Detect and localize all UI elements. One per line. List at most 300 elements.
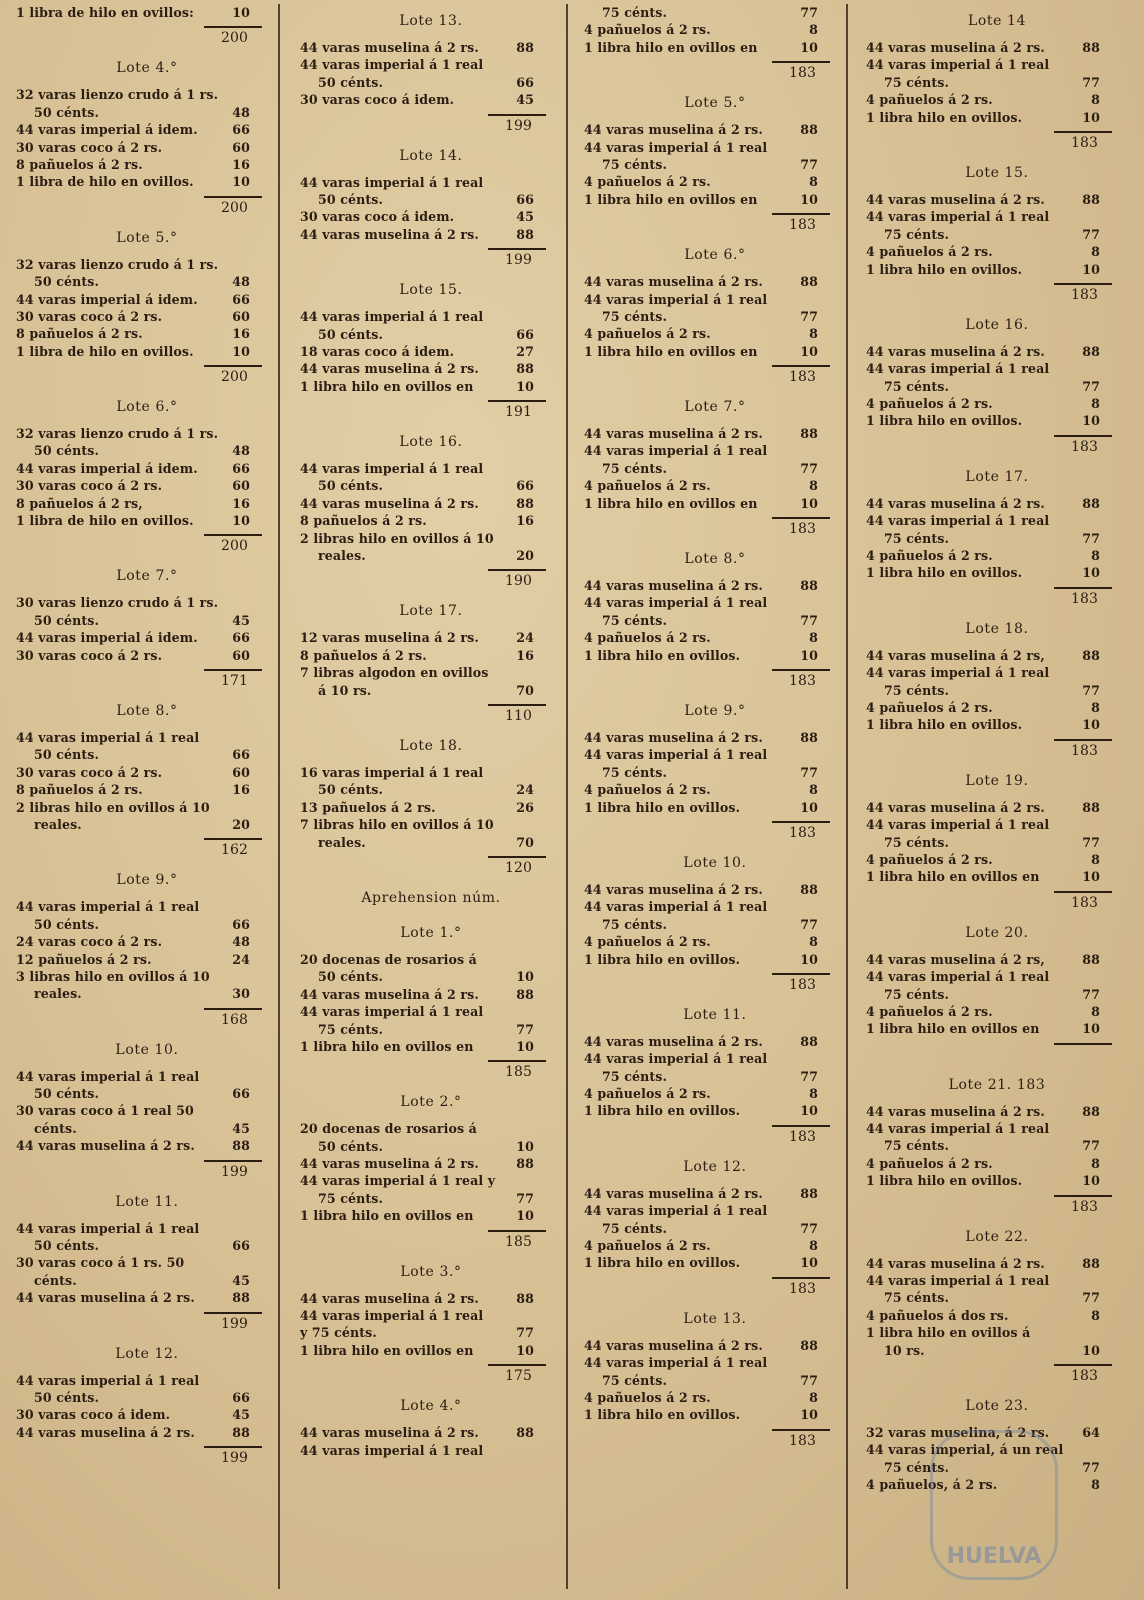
lot-item	[584, 308, 846, 325]
lot-item-value: 8	[809, 782, 818, 798]
lot-item-text: 4 pañuelos á 2 rs.	[866, 92, 993, 108]
lot-item	[584, 898, 846, 915]
lot-item-text: 44 varas muselina á 2 rs.	[866, 1255, 1045, 1271]
lot-column-3	[584, 4, 846, 1454]
lot-item	[300, 1021, 562, 1038]
lot-item-value: 60	[232, 478, 250, 494]
lot-total-value: 200	[220, 538, 248, 555]
lot-item-text: 44 varas imperial á idem.	[16, 122, 198, 138]
lot-item-value: 8	[1091, 851, 1100, 867]
lot-heading	[16, 1185, 278, 1220]
lot-item-text: 44 varas imperial á 1 real	[16, 1372, 200, 1388]
lot-item-text: 44 varas imperial á 1 real	[584, 139, 768, 155]
lot-item-text: 50 cénts.	[34, 274, 99, 290]
lot-total	[584, 1424, 846, 1454]
lot-total-value: 183	[788, 217, 816, 234]
lot-item	[16, 764, 278, 781]
lot-item	[866, 834, 1128, 851]
lot-item	[866, 968, 1128, 985]
lot-total	[300, 395, 562, 425]
lot-item-text: 44 varas muselina á 2 rs.	[300, 1425, 479, 1441]
lot-item	[584, 173, 846, 190]
lot-item	[16, 460, 278, 477]
lot-total	[16, 1441, 278, 1471]
lot-heading-text: Lote 4.°	[116, 60, 178, 77]
lot-heading	[16, 1337, 278, 1372]
lot-item-value: 70	[516, 834, 534, 850]
lot-total	[866, 886, 1128, 916]
lot-item	[300, 664, 562, 681]
lot-item	[300, 174, 562, 191]
lot-item	[16, 1120, 278, 1137]
lot-item-value: 66	[232, 460, 250, 476]
lot-heading	[16, 694, 278, 729]
lot-item-value: 88	[800, 1033, 818, 1049]
lot-item	[866, 1120, 1128, 1137]
lot-heading-text: Lote 15.	[965, 164, 1029, 181]
lot-item-text: 75 cénts.	[318, 1021, 383, 1037]
lot-heading-text: Lote 2.°	[400, 1094, 462, 1111]
lot-item-text: 75 cénts.	[884, 378, 949, 394]
lot-item-text: 20 docenas de rosarios á	[300, 1121, 477, 1137]
lot-item-value: 88	[516, 1290, 534, 1306]
lot-item-value: 60	[232, 647, 250, 663]
lot-item-text: 75 cénts.	[884, 226, 949, 242]
lot-item	[16, 495, 278, 512]
lot-item-value: 16	[232, 326, 250, 342]
lot-total-value: 183	[1070, 742, 1098, 759]
lot-item-text: 75 cénts.	[884, 1138, 949, 1154]
lot-item-value: 77	[800, 916, 818, 932]
lot-total	[866, 278, 1128, 308]
lot-item-value: 10	[1082, 717, 1100, 733]
lot-item-value: 88	[516, 1156, 534, 1172]
lot-item-text: 1 libra hilo en ovillos.	[866, 1173, 1023, 1189]
lot-item	[16, 1068, 278, 1085]
lot-item-value: 10	[1082, 413, 1100, 429]
lot-total	[300, 1359, 562, 1389]
lot-item	[584, 477, 846, 494]
lot-item	[300, 647, 562, 664]
lot-heading	[300, 1085, 562, 1120]
lot-item-text: 75 cénts.	[884, 682, 949, 698]
lot-item-text: 50 cénts.	[34, 1238, 99, 1254]
lot-item	[584, 629, 846, 646]
lot-item	[584, 325, 846, 342]
lot-item	[584, 139, 846, 156]
lot-item	[300, 547, 562, 564]
lot-total	[300, 564, 562, 594]
lot-item-value: 8	[809, 1389, 818, 1405]
lot-heading-text: Lote 6.°	[684, 247, 746, 264]
lot-item-value: 10	[800, 1407, 818, 1423]
lot-item	[300, 326, 562, 343]
lot-item-value: 77	[800, 460, 818, 476]
lot-total-value: 183	[788, 1432, 816, 1449]
lot-item-text: 4 pañuelos, á 2 rs.	[866, 1477, 998, 1493]
lot-heading	[16, 863, 278, 898]
lot-heading	[866, 460, 1128, 495]
lot-item	[16, 968, 278, 985]
lot-item	[584, 343, 846, 360]
lot-item-text: 44 varas muselina á 2 rs.	[300, 1290, 479, 1306]
lot-item-text: 44 varas muselina á 2 rs.	[866, 191, 1045, 207]
lot-item-value: 10	[1082, 1021, 1100, 1037]
lot-item-value: 66	[516, 74, 534, 90]
lot-item-text: 4 pañuelos á dos rs.	[866, 1307, 1009, 1323]
lot-item	[866, 682, 1128, 699]
lot-item	[300, 816, 562, 833]
lot-item-value: 8	[809, 1238, 818, 1254]
lot-item	[584, 1237, 846, 1254]
lot-item-text: 44 varas imperial á 1 real	[584, 443, 768, 459]
lot-heading	[300, 273, 562, 308]
lot-item	[300, 378, 562, 395]
lot-item	[584, 781, 846, 798]
lot-item-text: 75 cénts.	[602, 916, 667, 932]
lot-item	[300, 91, 562, 108]
lot-heading	[300, 916, 562, 951]
lot-item-value: 8	[809, 630, 818, 646]
lot-item-text: 8 pañuelos á 2 rs.	[16, 156, 143, 172]
lot-item-value: 16	[232, 156, 250, 172]
lot-item-value: 20	[232, 816, 250, 832]
lot-item-value: 88	[516, 986, 534, 1002]
lot-heading-text: Lote 12.	[115, 1345, 179, 1362]
lot-item-text: 44 varas imperial á 1 real	[584, 1051, 768, 1067]
lot-item-value: 45	[516, 209, 534, 225]
lot-heading-text: Lote 18.	[399, 737, 463, 754]
lot-item	[16, 425, 278, 442]
lot-heading-text: Lote 13.	[399, 13, 463, 29]
lot-item-text: 30 varas coco á idem.	[16, 1407, 171, 1423]
lot-item	[16, 442, 278, 459]
lot-item-value: 48	[232, 934, 250, 950]
lot-total	[16, 191, 278, 221]
lot-heading-text: Lote 17.	[399, 603, 463, 620]
lot-item-value: 77	[1082, 226, 1100, 242]
lot-item	[866, 1255, 1128, 1272]
lot-item	[16, 647, 278, 664]
lot-item	[16, 86, 278, 103]
lot-item-text: 44 varas muselina á 2 rs.	[16, 1424, 195, 1440]
lot-total-value: 183	[1070, 1367, 1098, 1384]
lot-item-value: 77	[516, 1325, 534, 1341]
lot-total-value: 183	[1070, 894, 1098, 911]
lot-total	[866, 1359, 1128, 1389]
lot-item-text: 75 cénts.	[884, 74, 949, 90]
lot-item	[16, 594, 278, 611]
lot-item-value: 48	[232, 443, 250, 459]
lot-total	[16, 1155, 278, 1185]
lot-item-value: 66	[516, 191, 534, 207]
lot-heading-text: Lote 10.	[683, 854, 747, 871]
lot-item-value: 77	[800, 1372, 818, 1388]
lot-total-value: 199	[504, 252, 532, 269]
lot-item	[300, 530, 562, 547]
lot-item-text: 50 cénts.	[318, 969, 383, 985]
lot-item-text: 10 rs.	[884, 1342, 925, 1358]
lot-total	[584, 1272, 846, 1302]
lot-item-text: 30 varas coco á 2 rs.	[16, 478, 163, 494]
lot-item	[584, 1406, 846, 1423]
lot-item	[866, 109, 1128, 126]
lot-item-text: reales.	[34, 816, 82, 832]
lot-item-text: 44 varas imperial á 1 real	[866, 665, 1050, 681]
lot-item-text: 44 varas muselina á 2 rs,	[866, 951, 1045, 967]
lot-heading-text: Lote 20.	[965, 924, 1029, 941]
lot-item-text: 50 cénts.	[318, 326, 383, 342]
lot-heading	[866, 916, 1128, 951]
lot-item	[16, 104, 278, 121]
lot-item-text: 4 pañuelos á 2 rs.	[866, 244, 993, 260]
lot-item-text: 30 varas coco á 1 rs. 50	[16, 1255, 185, 1271]
lot-item-text: 44 varas imperial á 1 real	[16, 729, 200, 745]
lot-item	[300, 343, 562, 360]
lot-total-value: 183	[788, 521, 816, 538]
lot-item-text: 4 pañuelos á 2 rs.	[584, 934, 711, 950]
lot-item-value: 88	[800, 426, 818, 442]
lot-item	[16, 256, 278, 273]
lot-item-value: 77	[800, 308, 818, 324]
lot-total-value: 175	[504, 1368, 532, 1385]
lot-item	[866, 986, 1128, 1003]
lot-item-value: 60	[232, 139, 250, 155]
lot-item-text: 44 varas muselina á 2 rs.	[584, 274, 763, 290]
lot-item-text: 44 varas muselina á 2 rs.	[300, 495, 479, 511]
lot-total	[866, 582, 1128, 612]
lot-heading	[584, 86, 846, 121]
lot-item	[300, 460, 562, 477]
lot-heading	[866, 1068, 1128, 1103]
lot-item-text: 7 libras hilo en ovillos á 10	[300, 817, 494, 833]
lot-item-text: 1 libra hilo en ovillos en	[300, 1208, 474, 1224]
lot-item-value: 10	[516, 1038, 534, 1054]
lot-total	[866, 126, 1128, 156]
lot-item-text: 4 pañuelos á 2 rs.	[866, 1003, 993, 1019]
lot-item-text: 30 varas coco á 2 rs.	[16, 647, 163, 663]
lot-heading	[300, 1255, 562, 1290]
lot-heading-text: Lote 4.°	[400, 1398, 462, 1415]
lot-item-text: 75 cénts.	[602, 308, 667, 324]
lot-heading-text: Lote 11.	[683, 1006, 747, 1023]
lot-total	[16, 360, 278, 390]
lot-item-text: 1 libra hilo en ovillos.	[866, 413, 1023, 429]
lot-heading-text: Lote 14	[967, 13, 1027, 29]
lot-item-text: 44 varas imperial á 1 real	[866, 969, 1050, 985]
lot-item-text: 8 pañuelos á 2 rs.	[300, 647, 427, 663]
lot-item-value: 10	[232, 174, 250, 190]
lot-item-value: 88	[800, 1185, 818, 1201]
lot-item-value: 8	[1091, 1003, 1100, 1019]
lot-item-value: 10	[800, 1103, 818, 1119]
lot-item	[300, 1190, 562, 1207]
lot-item-text: 50 cénts.	[318, 782, 383, 798]
lot-item-value: 10	[800, 39, 818, 55]
lot-item	[300, 1155, 562, 1172]
lot-item-text: 44 varas muselina á 2 rs.	[584, 1185, 763, 1201]
lot-total-value: 168	[220, 1011, 248, 1028]
lot-item-value: 8	[809, 326, 818, 342]
lot-item-value: 77	[800, 5, 818, 20]
lot-total	[584, 1120, 846, 1150]
lot-total-value: 199	[220, 1450, 248, 1467]
lot-item	[866, 868, 1128, 885]
lot-item	[866, 39, 1128, 56]
lot-item-value: 10	[1082, 261, 1100, 277]
lot-item	[16, 916, 278, 933]
lot-item-value: 64	[1082, 1424, 1100, 1440]
lot-item	[16, 985, 278, 1002]
lot-total	[300, 109, 562, 139]
stamp-text: HUELVA	[946, 1544, 1042, 1569]
lot-item-text: 12 pañuelos á 2 rs.	[16, 951, 152, 967]
lot-heading	[584, 238, 846, 273]
lot-heading-text: Lote 21. 183	[948, 1076, 1046, 1093]
lot-item-text: 8 pañuelos á 2 rs.	[16, 326, 143, 342]
lot-item-text: 50 cénts.	[318, 191, 383, 207]
lot-item	[584, 916, 846, 933]
lot-item-text: 44 varas imperial á 1 real	[16, 1220, 200, 1236]
lot-item-text: 44 varas muselina á 2 rs.	[300, 40, 479, 55]
lot-item	[16, 629, 278, 646]
column-rule	[278, 4, 280, 1589]
lot-item	[16, 898, 278, 915]
lot-item	[584, 1085, 846, 1102]
lot-item-text: 44 varas muselina á 2 rs.	[16, 1290, 195, 1306]
lot-item-text: 75 cénts.	[602, 1372, 667, 1388]
lot-heading	[16, 1033, 278, 1068]
lot-item-text: 75 cénts.	[602, 1068, 667, 1084]
lot-item	[584, 764, 846, 781]
lot-item	[866, 1137, 1128, 1154]
lot-item-text: 44 varas muselina á 2 rs.	[866, 40, 1045, 55]
lot-item	[16, 156, 278, 173]
lot-total	[584, 664, 846, 694]
lot-item	[866, 412, 1128, 429]
lot-item	[584, 951, 846, 968]
lot-item-value: 66	[232, 1389, 250, 1405]
lot-item	[866, 226, 1128, 243]
lot-total	[16, 21, 278, 51]
lot-item-text: 4 pañuelos á 2 rs.	[584, 1238, 711, 1254]
lot-item-text: 1 libra hilo en ovillos en	[584, 343, 758, 359]
lot-item	[584, 442, 846, 459]
lot-item	[584, 1185, 846, 1202]
lot-item-text: 30 varas coco á 2 rs.	[16, 139, 163, 155]
lot-item-value: 45	[232, 1272, 250, 1288]
lot-total-value: 200	[220, 199, 248, 216]
lot-item-text: 44 varas muselina á 2 rs,	[866, 647, 1045, 663]
lot-item	[300, 1038, 562, 1055]
lot-item-text: 44 varas muselina á 2 rs.	[584, 122, 763, 138]
lot-item-value: 8	[1091, 699, 1100, 715]
lot-heading	[866, 1220, 1128, 1255]
lot-item	[866, 261, 1128, 278]
lot-heading-text: Lote 19.	[965, 772, 1029, 789]
lot-item-value: 8	[1091, 1477, 1100, 1493]
lot-item-text: 50 cénts.	[34, 1389, 99, 1405]
lot-item	[300, 74, 562, 91]
lot-item-value: 16	[516, 513, 534, 529]
lot-item-text: 30 varas coco á 2 rs.	[16, 308, 163, 324]
lot-item-value: 88	[1082, 799, 1100, 815]
lot-item	[300, 682, 562, 699]
lot-item	[866, 647, 1128, 664]
lot-item-text: 4 pañuelos á 2 rs.	[866, 548, 993, 564]
lot-item-text: 44 varas muselina á 2 rs.	[300, 1156, 479, 1172]
lot-item-text: 30 varas coco á idem.	[300, 209, 455, 225]
lot-item	[300, 512, 562, 529]
lot-total-value: 183	[788, 369, 816, 386]
lot-item-text: 75 cénts.	[602, 764, 667, 780]
lot-item-text: 44 varas muselina á 2 rs.	[584, 1337, 763, 1353]
lot-item-text: 50 cénts.	[34, 747, 99, 763]
lot-item	[300, 191, 562, 208]
lot-item	[300, 360, 562, 377]
lot-item-value: 66	[232, 122, 250, 138]
lot-heading-text: Aprehension núm.	[361, 889, 501, 906]
lot-item-text: á 10 rs.	[318, 682, 372, 698]
lot-item	[584, 1220, 846, 1237]
lot-item	[16, 1220, 278, 1237]
lot-item-value: 88	[1082, 191, 1100, 207]
lot-item-text: 1 libra hilo en ovillos.	[584, 647, 741, 663]
lot-item-text: 44 varas imperial á 1 real	[300, 174, 484, 190]
lot-item	[584, 612, 846, 629]
lot-item-text: 44 varas imperial á 1 real	[584, 1203, 768, 1219]
lot-item-value: 8	[809, 22, 818, 38]
lot-item-text: 1 libra hilo en ovillos.	[584, 1103, 741, 1119]
lot-total-value: 183	[788, 1280, 816, 1297]
lot-item-text: 1 libra hilo en ovillos en	[300, 378, 474, 394]
lot-heading-text: Lote 12.	[683, 1158, 747, 1175]
lot-total-value: 199	[220, 1163, 248, 1180]
lot-item	[300, 477, 562, 494]
lot-item-text: 75 cénts.	[884, 1459, 949, 1475]
lot-item	[866, 91, 1128, 108]
lot-item	[16, 1137, 278, 1154]
lot-item	[16, 4, 278, 21]
lot-item-value: 24	[516, 630, 534, 646]
lot-item	[866, 1020, 1128, 1037]
lot-item-text: y 75 cénts.	[300, 1325, 377, 1341]
lot-item-text: 1 libra hilo en ovillos en	[300, 1038, 474, 1054]
lot-item	[866, 1155, 1128, 1172]
lot-item-text: 4 pañuelos á 2 rs.	[866, 699, 993, 715]
lot-total-value: 200	[220, 369, 248, 386]
lot-item-text: 44 varas muselina á 2 rs.	[584, 729, 763, 745]
lot-item-value: 70	[516, 682, 534, 698]
lot-heading-text: Lote 8.°	[116, 702, 178, 719]
lot-heading-text: Lote 9.°	[116, 872, 178, 889]
lot-item	[866, 1003, 1128, 1020]
lot-item-text: 75 cénts.	[884, 834, 949, 850]
lot-item	[584, 729, 846, 746]
lot-item	[16, 781, 278, 798]
lot-item-value: 66	[232, 291, 250, 307]
lot-item-value: 10	[516, 378, 534, 394]
lot-item-value: 77	[1082, 1290, 1100, 1306]
lot-item	[866, 378, 1128, 395]
lot-item	[584, 495, 846, 512]
lot-item	[584, 881, 846, 898]
lot-heading	[300, 139, 562, 174]
lot-total	[866, 430, 1128, 460]
lot-item	[866, 1272, 1128, 1289]
lot-item-value: 60	[232, 764, 250, 780]
lot-heading	[584, 542, 846, 577]
